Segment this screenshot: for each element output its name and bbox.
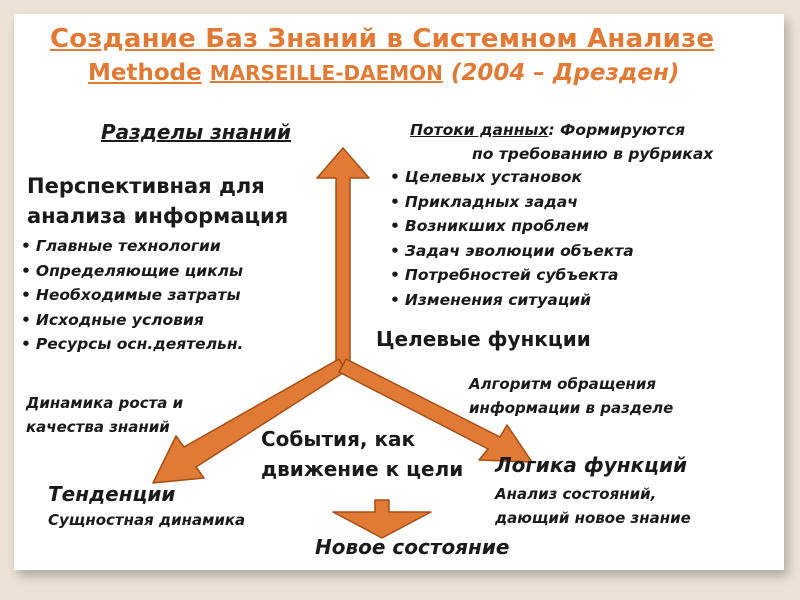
perspective-line1: Перспективная для (27, 174, 265, 198)
target-functions-label: Целевые функции (376, 327, 591, 351)
logic-title: Логика функций (495, 453, 687, 477)
sections-list (21, 234, 243, 357)
perspective-line2: анализа информация (27, 204, 289, 228)
events-line1: События, как (261, 427, 416, 451)
flows-title-line2: по требованию в рубриках (472, 145, 714, 163)
list-item: • Прикладных задач (390, 190, 634, 215)
list-item: • Изменения ситуаций (390, 288, 634, 313)
algorithm-line2: информации в разделе (469, 399, 674, 417)
list-item: • Целевых установок (390, 165, 634, 190)
title-name: MARSEILLE-DAEMON (209, 61, 443, 85)
list-item: • Задач эволюции объекта (390, 239, 634, 264)
logic-line1: Анализ состояний, (495, 485, 657, 503)
dynamics-line1: Динамика роста и (26, 394, 184, 412)
list-item: • Потребностей субъекта (390, 263, 634, 288)
title-date: (2004 – Дрезден) (450, 60, 680, 86)
flows-list (390, 165, 634, 312)
list-item: • Определяющие циклы (21, 259, 243, 284)
list-item: • Возникших проблем (390, 214, 634, 239)
list-item: • Исходные условия (21, 308, 243, 333)
arrow-up (317, 148, 369, 365)
arrow-down (333, 500, 431, 538)
flows-title-underlined: Потоки данных (410, 121, 549, 139)
list-item: • Ресурсы осн.деятельн. (21, 332, 243, 357)
trends-title: Тенденции (48, 482, 176, 506)
list-item: • Главные технологии (21, 234, 243, 259)
title-method: Methode (88, 60, 202, 86)
logic-line2: дающий новое знание (495, 509, 691, 527)
events-line2: движение к цели (261, 457, 464, 481)
title-line1: Создание Баз Знаний в Системном Анализе (50, 24, 715, 54)
title-line2 (88, 60, 679, 86)
flows-title (410, 121, 685, 139)
trends-subtitle: Сущностная динамика (48, 511, 246, 529)
dynamics-line2: качества знаний (26, 418, 170, 436)
list-item: • Необходимые затраты (21, 283, 243, 308)
new-state-label: Новое состояние (315, 535, 510, 559)
sections-heading: Разделы знаний (101, 120, 291, 144)
algorithm-line1: Алгоритм обращения (469, 375, 657, 393)
flows-title-rest: : Формируются (548, 121, 686, 139)
